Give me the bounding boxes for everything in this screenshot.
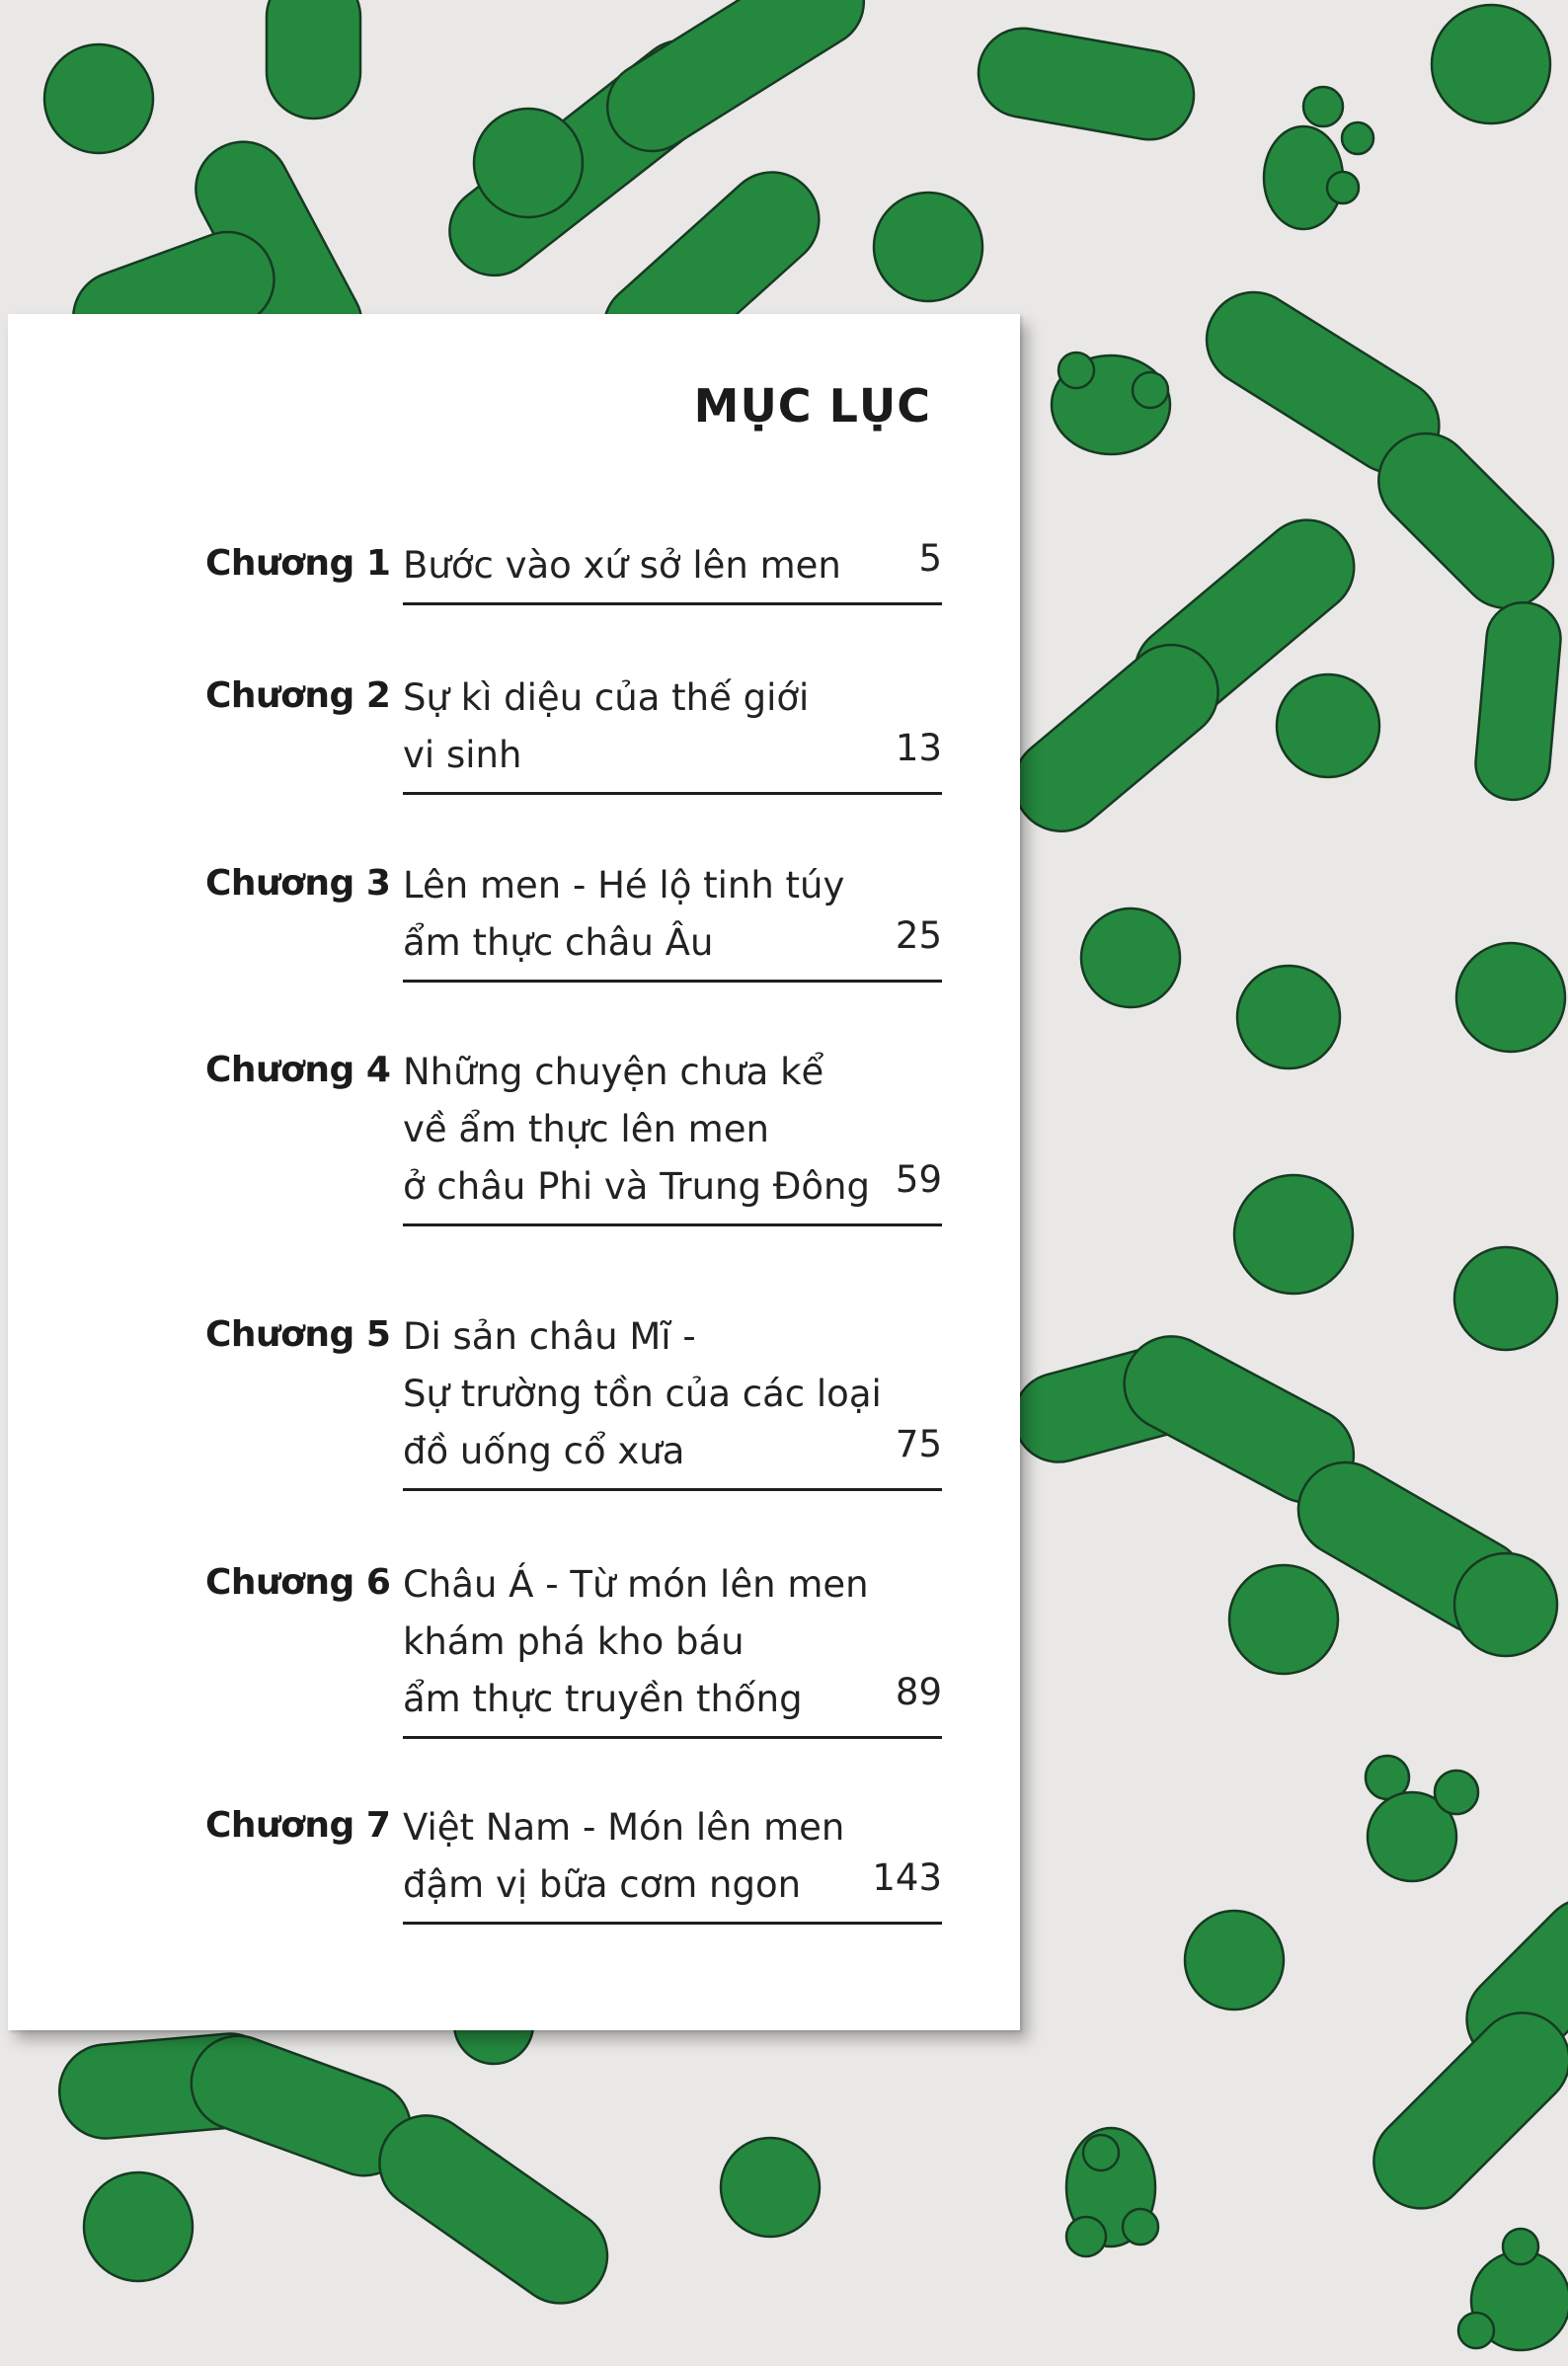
chapter-number: Chương 4 <box>205 1050 391 1090</box>
chapter-title <box>403 670 906 784</box>
divider <box>403 1223 942 1226</box>
chapter-title-line: vi sinh <box>403 734 522 776</box>
chapter-number: Chương 7 <box>205 1805 391 1846</box>
chapter-title-line: ẩm thực truyền thống <box>403 1678 803 1720</box>
chapter-number: Chương 6 <box>205 1562 391 1603</box>
page-number: 143 <box>872 1856 942 1899</box>
chapter-title <box>403 1044 906 1216</box>
chapter-title <box>403 1308 906 1480</box>
chapter-title-line: ẩm thực châu Âu <box>403 921 714 964</box>
chapter-title-line: Bước vào xứ sở lên men <box>403 544 841 587</box>
chapter-title <box>403 857 906 972</box>
chapter-number: Chương 5 <box>205 1314 391 1355</box>
divider <box>403 1736 942 1739</box>
chapter-title-line: ở châu Phi và Trung Đông <box>403 1165 870 1208</box>
chapter-title-line: về ẩm thực lên men <box>403 1108 769 1150</box>
page-title: MỤC LỤC <box>693 379 931 433</box>
page-number: 89 <box>895 1671 942 1713</box>
divider <box>403 602 942 605</box>
divider <box>403 792 942 795</box>
chapter-title-line: khám phá kho báu <box>403 1620 745 1663</box>
chapter-title <box>403 1799 906 1914</box>
chapter-title-line: đồ uống cổ xưa <box>403 1430 685 1472</box>
table-of-contents-card <box>8 314 1020 2030</box>
chapter-title-line: Những chuyện chưa kể <box>403 1051 824 1093</box>
page-number: 13 <box>895 727 942 769</box>
page-number: 25 <box>895 914 942 957</box>
chapter-title <box>403 1556 906 1728</box>
page-number: 5 <box>918 537 942 580</box>
chapter-title-line: Sự trường tồn của các loại <box>403 1373 882 1415</box>
divider <box>403 1488 942 1491</box>
chapter-title-line: Di sản châu Mĩ - <box>403 1315 696 1358</box>
chapter-number: Chương 1 <box>205 543 391 584</box>
chapter-number: Chương 3 <box>205 863 391 904</box>
divider <box>403 1922 942 1925</box>
page-number: 59 <box>895 1158 942 1201</box>
divider <box>403 980 942 983</box>
chapter-number: Chương 2 <box>205 675 391 716</box>
page-number: 75 <box>895 1423 942 1465</box>
chapter-title-line: Sự kì diệu của thế giới <box>403 676 810 719</box>
chapter-title-line: Châu Á - Từ món lên men <box>403 1563 869 1606</box>
chapter-title-line: Việt Nam - Món lên men <box>403 1806 845 1849</box>
chapter-title-line: Lên men - Hé lộ tinh túy <box>403 864 845 907</box>
chapter-title <box>403 537 906 594</box>
chapter-title-line: đậm vị bữa cơm ngon <box>403 1863 802 1906</box>
